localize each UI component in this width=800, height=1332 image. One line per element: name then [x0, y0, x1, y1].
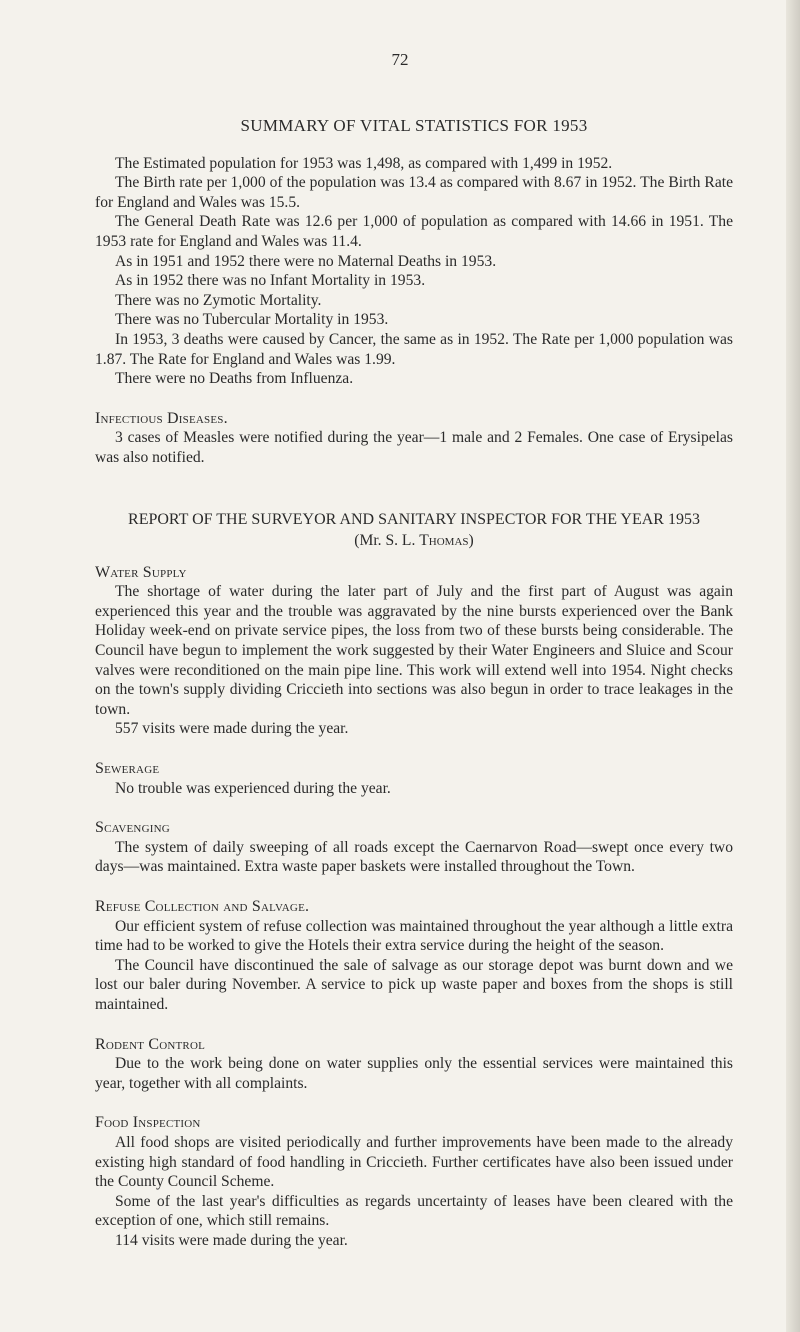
report-subtitle [95, 531, 733, 551]
summary-paragraph: The Birth rate per 1,000 of the population was 13.4 as compared with 8.67 in 1952. The Birth Rate for England and Wales was 15.5. [95, 174, 733, 211]
page-edge-shadow [786, 0, 800, 1332]
report-subtitle-name: Thomas [419, 532, 469, 550]
food-inspection-visits: 114 visits were made during the year. [115, 1231, 348, 1249]
water-supply-visits: 557 visits were made during the year. [115, 720, 349, 738]
summary-paragraph: As in 1952 there was no Infant Mortality in 1953. [115, 272, 426, 290]
sewerage-text: No trouble was experienced during the year. [115, 779, 391, 797]
summary-paragraph: In 1953, 3 deaths were caused by Cancer, the same as in 1952. The Rate per 1,000 population was 1.87. The Rate for England and Wales was 1.99. [95, 330, 733, 368]
food-inspection-heading: Food Inspection [95, 1114, 201, 1132]
summary-paragraph: The Estimated population for 1953 was 1,498, as compared with 1,499 in 1952. [115, 154, 613, 172]
refuse-collection-text: Our efficient system of refuse collection was maintained throughout the year although a little extra time had to be worked to give the Hotels their extra service during the height of the season. [95, 917, 733, 955]
water-supply-heading: Water Supply [95, 563, 187, 581]
report-subtitle-suffix: ) [468, 532, 474, 550]
rodent-control-heading: Rodent Control [95, 1035, 206, 1053]
summary-title: SUMMARY OF VITAL STATISTICS FOR 1953 [240, 116, 588, 135]
water-supply-text: The shortage of water during the later part of July and the first part of August was again experienced this year and the trouble was aggravated by the nine bursts experienced over the Bank Holiday week-end on private service pipes, the loss from two of these bursts being considerable. The Council have begun to implement the work suggested by their Water Engineers and Sluice and Scour valves were reconditioned on the main pipe line. This work will extend well into 1954. Night checks on the town's supply dividing Criccieth into sections was also begun in order to trace leakages in the town. [95, 583, 733, 718]
summary-paragraph: The General Death Rate was 12.6 per 1,000 of population as compared with 14.66 in 1951. The 1953 rate for England and Wales was 11.4. [95, 213, 733, 250]
summary-paragraph: There was no Zymotic Mortality. [115, 291, 322, 309]
sewerage-heading: Sewerage [95, 760, 160, 778]
page-content [95, 116, 733, 1251]
rodent-control-text: Due to the work being done on water supplies only the essential services were maintained this year, together with all complaints. [95, 1055, 733, 1092]
food-inspection-text: All food shops are visited periodically and further improvements have been made to the already existing high standard of food handling in Criccieth. Further certificates have also been issued under the County Council Scheme. [95, 1133, 733, 1191]
page-number: 72 [391, 50, 409, 69]
scavenging-text: The system of daily sweeping of all roads except the Caernarvon Road—swept once every two days—was maintained. Extra waste paper baskets were installed throughout the Town. [95, 838, 733, 876]
summary-paragraph: As in 1951 and 1952 there were no Maternal Deaths in 1953. [115, 252, 497, 270]
refuse-collection-text-2: The Council have discontinued the sale of salvage as our storage depot was burnt down and we lost our baler during November. A service to pick up waste paper and boxes from the shops is still maintained. [95, 956, 733, 1013]
food-inspection-text-2: Some of the last year's difficulties as regards uncertainty of leases have been cleared with the exception of one, which still remains. [95, 1192, 733, 1230]
refuse-collection-heading: Refuse Collection and Salvage. [95, 898, 310, 915]
summary-paragraph: There were no Deaths from Influenza. [115, 370, 354, 388]
infectious-diseases-text: 3 cases of Measles were notified during the year—1 male and 2 Females. One case of Erysipelas was also notified. [95, 429, 733, 466]
scavenging-heading: Scavenging [95, 819, 170, 837]
report-subtitle-prefix: (Mr. S. L. [354, 532, 420, 550]
infectious-diseases-heading: Infectious Diseases. [95, 409, 228, 427]
summary-paragraph: There was no Tubercular Mortality in 1953. [115, 311, 389, 329]
report-title: REPORT OF THE SURVEYOR AND SANITARY INSPECTOR FOR THE YEAR 1953 [128, 510, 700, 528]
